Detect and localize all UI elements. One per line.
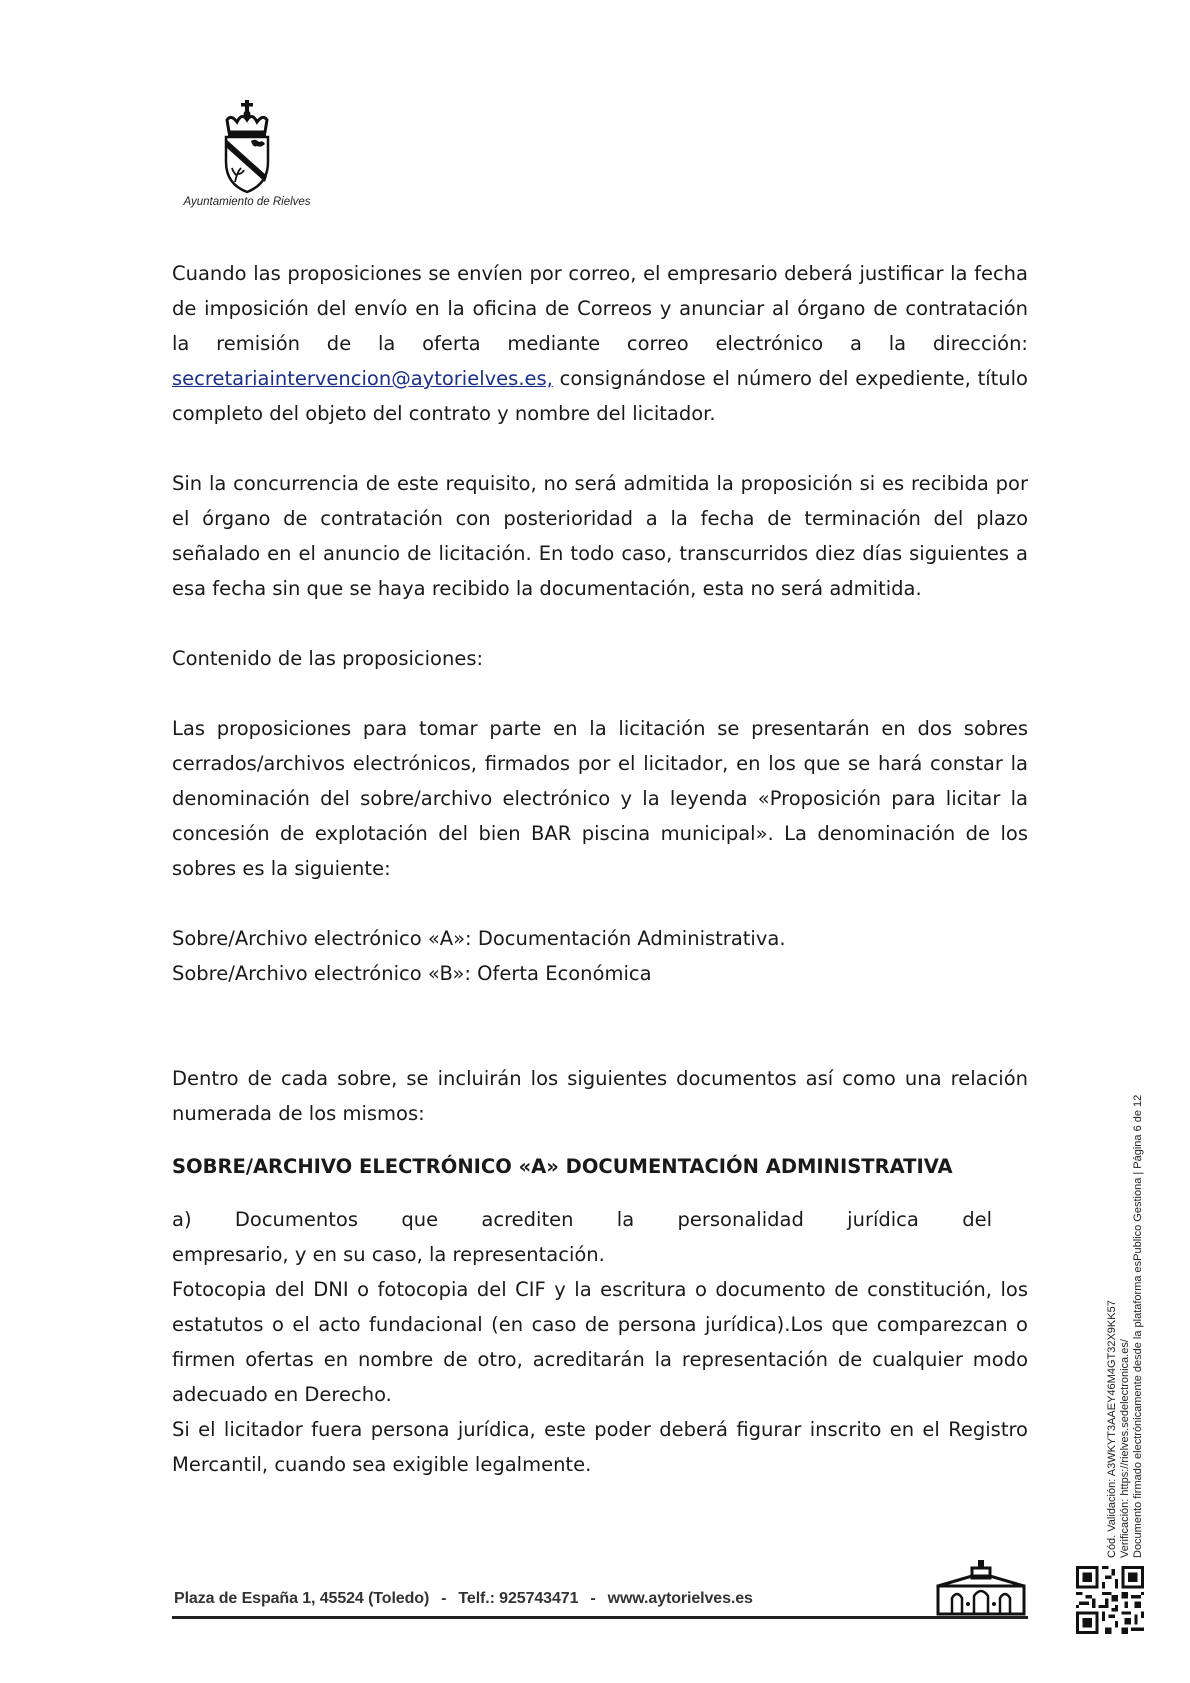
footer-separator: - [590, 1590, 596, 1607]
paragraph-proposiciones: Las proposiciones para tomar parte en la licitación se presentarán en dos sobres cerrados/archivos electrónicos, firmados por el licitador, en los que se hará constar la denominación del sobre/archivo electrónico y la leyenda «Proposición para licitar la concesión de explotación del bien BAR piscina municipal». La denominación de los sobres es la siguiente: [172, 717, 1028, 880]
document-body [172, 256, 1028, 1482]
coat-of-arms-icon [221, 100, 273, 194]
item-a-word: a) [172, 1208, 192, 1231]
paragraph-documentos: Dentro de cada sobre, se incluirán los siguientes documentos así como una relación numerada de los mismos: [172, 1067, 1028, 1125]
header-logo [172, 100, 322, 208]
email-link[interactable]: secretariaintervencion@aytorielves.es, [172, 367, 553, 390]
item-a-word: acrediten [481, 1208, 574, 1231]
sobre-a-line: Sobre/Archivo electrónico «A»: Documentación Administrativa. [172, 927, 786, 950]
item-a-word: la [616, 1208, 635, 1231]
page-footer [172, 1590, 1028, 1626]
item-a-word: que [401, 1208, 439, 1231]
paragraph-requisito: Sin la concurrencia de este requisito, no será admitida la proposición si es recibida por el órgano de contratación con posterioridad a la fecha de terminación del plazo señalado en el anuncio de licitación. En todo caso, transcurridos diez días siguientes a esa fecha sin que se haya recibido la documentación, esta no será admitida. [172, 472, 1028, 600]
item-a-second-line: empresario, y en su caso, la representación. [172, 1243, 605, 1266]
paragraph-fotocopia: Fotocopia del DNI o fotocopia del CIF y la escritura o documento de constitución, los estatutos o el acto fundacional (en caso de persona jurídica).Los que comparezcan o firmen ofertas en nombre de otro, acreditarán la representación de cualquier modo adecuado en Derecho. [172, 1278, 1028, 1406]
footer-separator: - [441, 1590, 447, 1607]
paragraph-contenido-title: Contenido de las proposiciones: [172, 647, 484, 670]
paragraph-registro: Si el licitador fuera persona jurídica, este poder deberá figurar inscrito en el Registro Mercantil, cuando sea exigible legalmente. [172, 1418, 1028, 1476]
validation-code: Cód. Validación: A3WKYT3AAEY46M4GT32X9KK57 [1106, 1300, 1118, 1558]
sobre-b-line: Sobre/Archivo electrónico «B»: Oferta Económica [172, 962, 652, 985]
item-a-word: personalidad [677, 1208, 804, 1231]
signature-note: Documento firmado electrónicamente desde la plataforma esPublico Gestiona | Página 6 de 12 [1132, 1094, 1144, 1558]
item-a-first-line [172, 1202, 1028, 1237]
paragraph-text: Cuando las proposiciones se envíen por correo, el empresario deberá justificar la fecha de imposición del envío en la oficina de Correos y anunciar al órgano de contratación la remisión de la oferta mediante correo electrónico a la dirección: [172, 262, 1028, 355]
logo-caption: Ayuntamiento de Rielves [183, 196, 311, 208]
section-heading: SOBRE/ARCHIVO ELECTRÓNICO «A» DOCUMENTACIÓN ADMINISTRATIVA [172, 1155, 953, 1178]
paragraph-text: consignándose el número del expediente, título completo del objeto del contrato y nombre del licitador. [172, 367, 1028, 425]
footer-contact [174, 1590, 753, 1608]
item-a-word: del [962, 1208, 992, 1231]
footer-divider [172, 1616, 1028, 1619]
footer-address: Plaza de España 1, 45524 (Toledo) [174, 1590, 430, 1607]
item-a-word: jurídica [847, 1208, 919, 1231]
footer-phone: Telf.: 925743471 [458, 1590, 579, 1607]
verification-url[interactable]: Verificación: https://rielves.sedelectronica.es/ [1119, 1339, 1131, 1558]
verification-sidebar [1106, 958, 1145, 1558]
item-a-word: Documentos [234, 1208, 359, 1231]
footer-web: www.aytorielves.es [607, 1590, 753, 1607]
paragraph-envio-correo [172, 256, 1028, 431]
town-hall-icon [934, 1560, 1028, 1616]
qr-code-icon [1076, 1566, 1144, 1634]
